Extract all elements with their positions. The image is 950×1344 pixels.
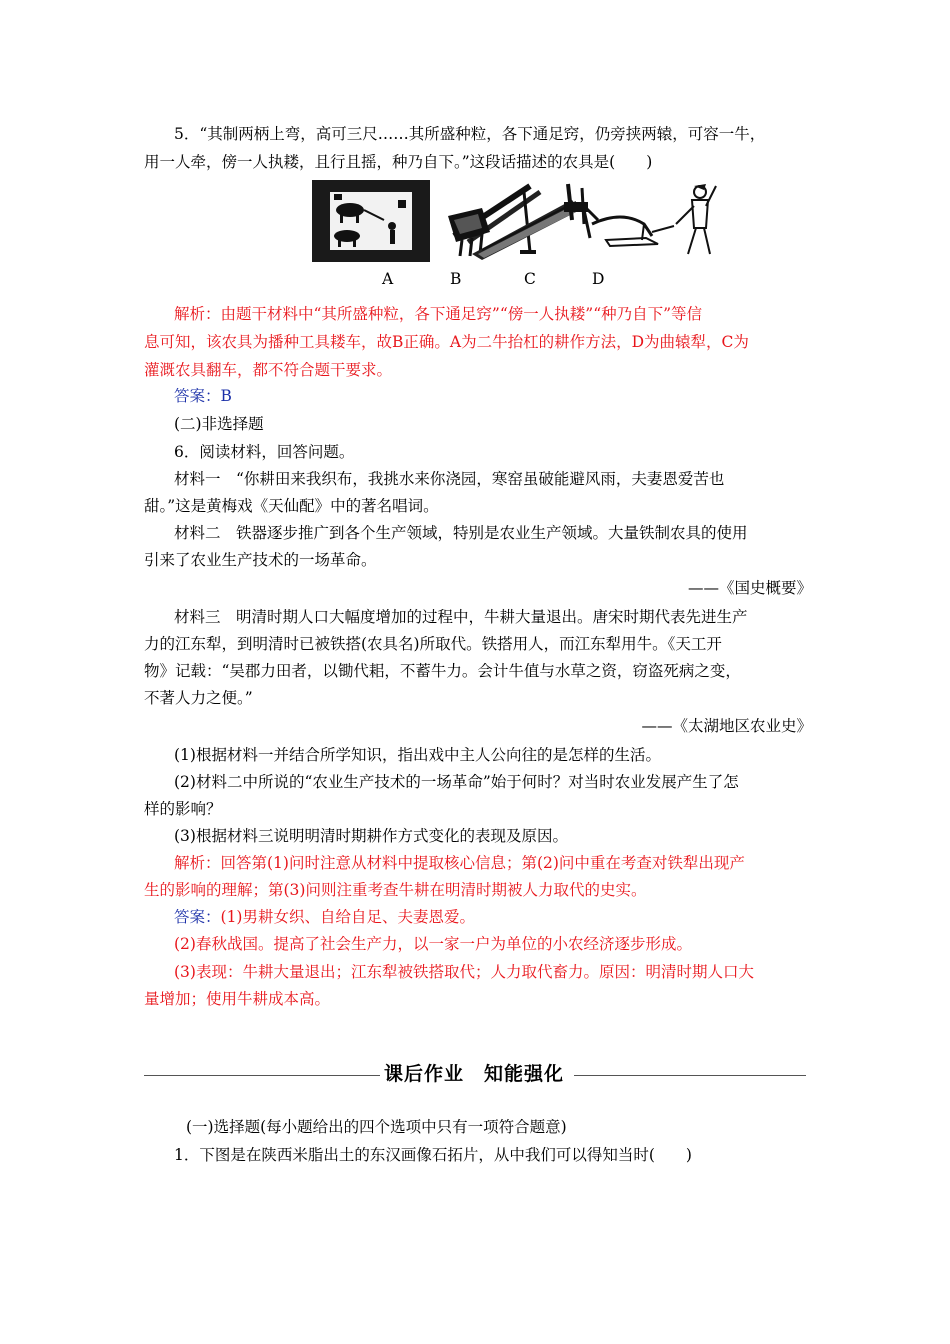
q5-analysis-line2: 息可知，该农具为播种工具耧车，故B正确。A为二牛抬杠的耕作方法，D为曲辕犁，C为	[144, 333, 749, 351]
subquestion-2-line2: 样的影响？	[144, 800, 222, 818]
option-label-a: A	[382, 270, 394, 288]
section-title: 课后作业 知能强化	[384, 1063, 565, 1085]
q6-intro: 6．阅读材料，回答问题。	[174, 443, 355, 461]
material3-line4: 不著人力之便。”	[144, 689, 253, 707]
subquestion-2-line1: (2)材料二中所说的“农业生产技术的一场革命”始于何时？对当时农业发展产生了怎	[174, 773, 739, 791]
q5-option-figures	[312, 180, 752, 260]
material3-source: ——《太湖地区农业史》	[641, 717, 812, 735]
subquestion-1: (1)根据材料一并结合所学知识，指出戏中主人公向往的是怎样的生活。	[174, 746, 661, 764]
material3-line3: 物》记载：“吴郡力田者，以锄代耜，不蓄牛力。会计牛值与水草之资，窃盗死病之变，	[144, 662, 741, 680]
option-label-c: C	[524, 270, 536, 288]
material3-line2: 力的江东犁，到明清时已被铁搭(农具名)所取代。铁搭用人，而江东犁用牛。《天工开	[144, 635, 722, 653]
q6-analysis-line1: 解析：回答第(1)问时注意从材料中提取核心信息；第(2)问中重在考查对铁犁出现产	[174, 854, 745, 872]
q5-option-labels	[0, 270, 950, 290]
q5-stem-line2: 用一人牵，傍一人执耧，且行且摇，种乃自下。”这段话描述的农具是( )	[144, 153, 653, 171]
q6-analysis-line2: 生的影响的理解；第(3)问则注重考查牛耕在明清时期被人力取代的史实。	[144, 881, 647, 899]
section-rule-right	[574, 1075, 806, 1076]
q6-answer-3-line2: 量增加；使用牛耕成本高。	[144, 990, 331, 1008]
q5-stem-line1: 5．“其制两柄上弯，高可三尺……其所盛种粒，各下通足窍，仍旁挟两辕，可容一牛，	[174, 125, 766, 143]
curved-shaft-plough-image	[582, 180, 732, 260]
part1-heading: (一)选择题(每小题给出的四个选项中只有一项符合题意)	[186, 1118, 567, 1136]
q6-answer-2: (2)春秋战国。提高了社会生产力，以一家一户为单位的小农经济逐步形成。	[174, 935, 692, 953]
material2-line1: 材料二 铁器逐步推广到各个生产领域，特别是农业生产领域。大量铁制农具的使用	[174, 524, 748, 542]
material3-line1: 材料三 明清时期人口大幅度增加的过程中，牛耕大量退出。唐宋时期代表先进生产	[174, 608, 748, 626]
material2-line2: 引来了农业生产技术的一场革命。	[144, 551, 377, 569]
q6-answer-label: 答案：	[174, 908, 221, 926]
section-rule-left	[144, 1075, 380, 1076]
q6-answer-3-line1: (3)表现：牛耕大量退出；江东犁被铁搭取代；人力取代畜力。原因：明清时期人口大	[174, 963, 754, 981]
q1-stem: 1．下图是在陕西米脂出土的东汉画像石拓片，从中我们可以得知当时( )	[174, 1146, 692, 1164]
q6-answer-line1	[174, 907, 475, 927]
q5-answer: 答案：B	[174, 387, 232, 405]
material1-line2: 甜。”这是黄梅戏《天仙配》中的著名唱词。	[144, 497, 439, 515]
q6-answer-1: (1)男耕女织、自给自足、夫妻恩爱。	[220, 908, 475, 926]
subquestion-3: (3)根据材料三说明明清时期耕作方式变化的表现及原因。	[174, 827, 568, 845]
q5-analysis-line3: 灌溉农具翻车，都不符合题干要求。	[144, 361, 393, 379]
material1-line1: 材料一 “你耕田来我织布，我挑水来你浇园，寒窑虽破能避风雨，夫妻恩爱苦也	[174, 470, 725, 488]
option-label-d: D	[592, 270, 605, 288]
part2-heading: (二)非选择题	[174, 415, 264, 433]
material2-source: ——《国史概要》	[687, 579, 812, 597]
q5-analysis-line1: 解析：由题干材料中“其所盛种粒，各下通足窍”“傍一人执耧”“种乃自下”等信	[174, 305, 703, 323]
option-label-b: B	[450, 270, 462, 288]
ox-plough-rubbing-image	[312, 180, 430, 262]
